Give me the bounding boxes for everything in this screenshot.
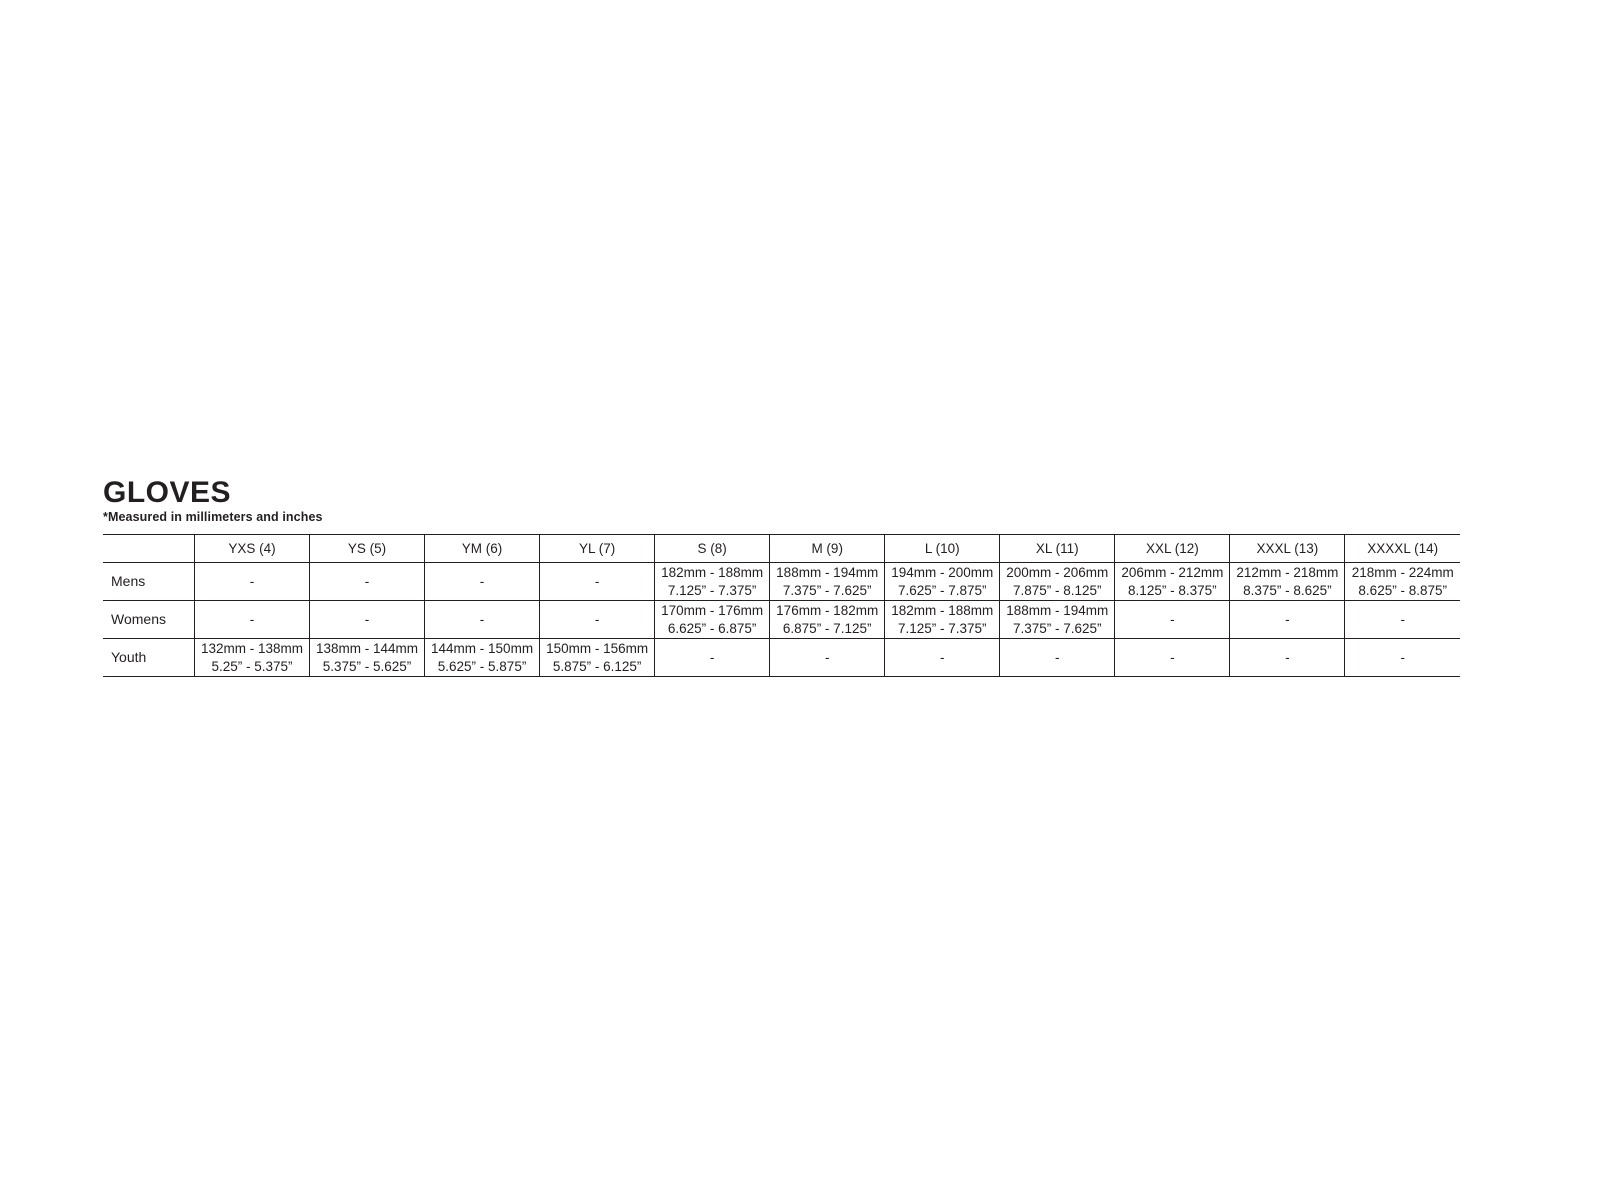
table-cell (425, 563, 540, 601)
cell-mm: - (364, 573, 370, 589)
column-header-yxs: YXS (4) (194, 535, 309, 563)
column-header-yl: YL (7) (540, 535, 655, 563)
cell-in: 5.375” - 5.625” (322, 658, 412, 674)
table-cell (1115, 639, 1230, 677)
cell-mm: 206mm - 212mm (1121, 565, 1224, 581)
table-cell (1230, 601, 1345, 639)
cell-in: 8.375” - 8.625” (1243, 582, 1332, 598)
cell-in: 5.25” - 5.375” (211, 658, 293, 674)
cell-mm: 182mm - 188mm (661, 565, 764, 581)
cell-in: 7.125” - 7.375” (897, 620, 987, 636)
table-cell (540, 563, 655, 601)
table-cell (1000, 639, 1115, 677)
cell-in: 5.625” - 5.875” (437, 658, 527, 674)
table-cell (1345, 563, 1460, 601)
cell-mm: - (824, 649, 830, 665)
column-header-xxxxl: XXXXL (14) (1345, 535, 1460, 563)
cell-mm: 150mm - 156mm (546, 641, 649, 657)
measurement-note: *Measured in millimeters and inches (103, 510, 323, 524)
cell-mm: - (594, 573, 600, 589)
cell-in: 7.125” - 7.375” (667, 582, 757, 598)
cell-mm: - (594, 611, 600, 627)
table-body (103, 563, 1460, 677)
column-header-xxxl: XXXL (13) (1230, 535, 1345, 563)
cell-in: 8.125” - 8.375” (1128, 582, 1217, 598)
column-header-ys: YS (5) (309, 535, 424, 563)
cell-mm: 138mm - 144mm (315, 641, 419, 657)
table-cell (1230, 563, 1345, 601)
column-header-s: S (8) (655, 535, 770, 563)
cell-mm: 132mm - 138mm (200, 641, 303, 657)
table-row (103, 563, 1460, 601)
column-header-ym: YM (6) (425, 535, 540, 563)
cell-mm: 170mm - 176mm (661, 603, 764, 619)
table-cell (425, 639, 540, 677)
table-cell (770, 601, 885, 639)
cell-mm: - (479, 573, 485, 589)
table-cell (770, 639, 885, 677)
table-cell (1345, 601, 1460, 639)
table-cell (194, 639, 309, 677)
cell-in: 7.375” - 7.625” (782, 582, 872, 598)
table-cell (425, 601, 540, 639)
cell-mm: - (1285, 611, 1290, 627)
page-title: GLOVES (103, 476, 232, 509)
cell-in: 7.375” - 7.625” (1013, 620, 1102, 636)
cell-in: 6.625” - 6.875” (667, 620, 757, 636)
cell-mm: - (709, 649, 715, 665)
cell-mm: - (249, 611, 255, 627)
table-cell (1115, 563, 1230, 601)
table-cell (1230, 639, 1345, 677)
cell-mm: - (364, 611, 370, 627)
cell-mm: - (1400, 649, 1405, 665)
table-corner-cell (103, 535, 194, 563)
table-cell (1000, 601, 1115, 639)
cell-mm: 176mm - 182mm (776, 603, 879, 619)
table-row (103, 601, 1460, 639)
cell-mm: - (1400, 611, 1405, 627)
table-cell (1345, 639, 1460, 677)
table-cell (885, 639, 1000, 677)
cell-mm: - (1055, 649, 1060, 665)
row-label-mens: Mens (103, 563, 194, 601)
table-cell (309, 639, 424, 677)
table-cell (540, 601, 655, 639)
glove-size-table (103, 534, 1460, 677)
table-cell (194, 601, 309, 639)
table-cell (1115, 601, 1230, 639)
cell-mm: 144mm - 150mm (431, 641, 534, 657)
cell-mm: - (1170, 611, 1175, 627)
table-header-row (103, 535, 1460, 563)
table-cell (655, 639, 770, 677)
cell-mm: 212mm - 218mm (1236, 565, 1339, 581)
table-cell (1000, 563, 1115, 601)
column-header-xxl: XXL (12) (1115, 535, 1230, 563)
table-cell (540, 639, 655, 677)
table-cell (309, 563, 424, 601)
cell-mm: 188mm - 194mm (776, 565, 879, 581)
table-header (103, 535, 1460, 563)
size-chart-sheet (103, 478, 1493, 677)
table-cell (309, 601, 424, 639)
table-cell (770, 563, 885, 601)
table-cell (885, 563, 1000, 601)
cell-in: 8.625” - 8.875” (1358, 582, 1447, 598)
cell-in: 5.875” - 6.125” (552, 658, 642, 674)
cell-mm: 182mm - 188mm (891, 603, 994, 619)
cell-mm: - (1170, 649, 1175, 665)
row-label-womens: Womens (103, 601, 194, 639)
table-cell (885, 601, 1000, 639)
cell-in: 7.875” - 8.125” (1013, 582, 1102, 598)
column-header-l: L (10) (885, 535, 1000, 563)
column-header-xl: XL (11) (1000, 535, 1115, 563)
cell-mm: 188mm - 194mm (1006, 603, 1109, 619)
cell-mm: 218mm - 224mm (1351, 565, 1454, 581)
cell-mm: - (939, 649, 945, 665)
table-cell (655, 563, 770, 601)
cell-in: 6.875” - 7.125” (782, 620, 872, 636)
cell-mm: - (1285, 649, 1290, 665)
row-label-youth: Youth (103, 639, 194, 677)
cell-mm: 200mm - 206mm (1006, 565, 1109, 581)
cell-mm: - (479, 611, 485, 627)
table-row (103, 639, 1460, 677)
table-cell (194, 563, 309, 601)
table-cell (655, 601, 770, 639)
cell-mm: - (249, 573, 255, 589)
column-header-m: M (9) (770, 535, 885, 563)
cell-mm: 194mm - 200mm (891, 565, 994, 581)
cell-in: 7.625” - 7.875” (897, 582, 987, 598)
